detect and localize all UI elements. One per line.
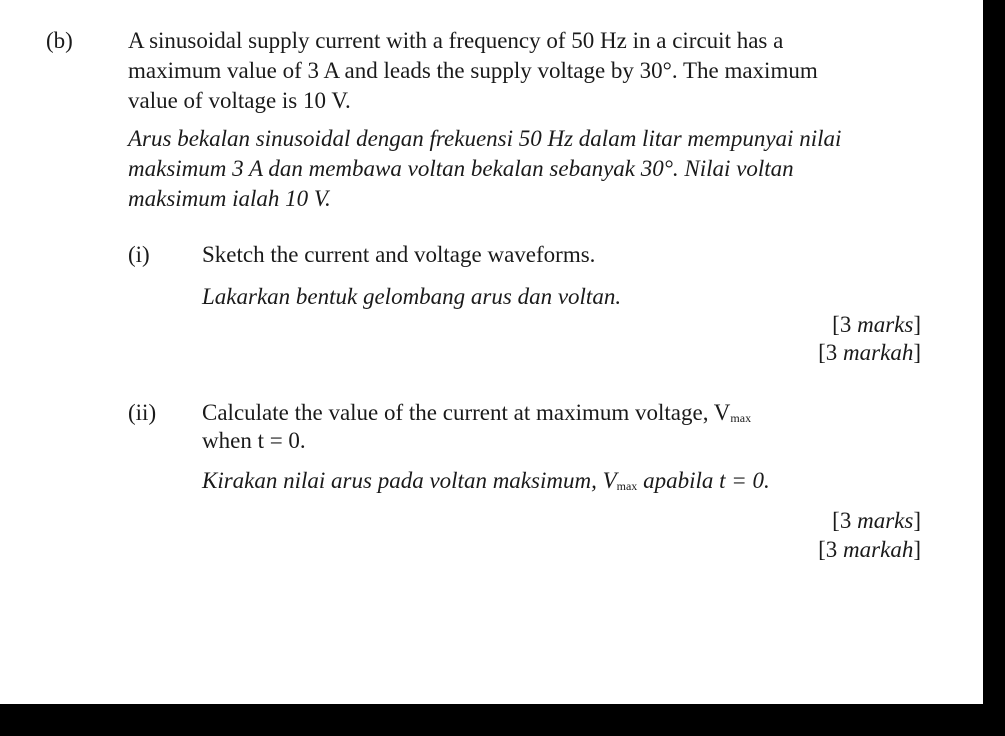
vmax-subscript-ms: max: [616, 479, 638, 493]
question-ms-line-2: maksimum 3 A dan membawa voltan bekalan sebanyak 30°. Nilai voltan: [128, 156, 794, 181]
part-i-ms: Lakarkan bentuk gelombang arus dan voltan.: [202, 284, 622, 309]
part-ii-marks-en: [3 marks]: [832, 508, 921, 533]
markah-word-2: markah: [843, 537, 914, 562]
part-i-label: (i): [128, 242, 150, 267]
part-ii-en-line-1: [202, 400, 751, 431]
marks-word-2: marks: [857, 508, 914, 533]
part-ii-marks-ms: [3 markah]: [818, 537, 921, 562]
part-ii-en-line-2: when t = 0.: [202, 428, 306, 453]
section-label: (b): [46, 28, 73, 53]
part-ii-ms-text: Kirakan nilai arus pada voltan maksimum, V: [202, 468, 617, 493]
part-ii-en-text: Calculate the value of the current at maximum voltage, V: [202, 400, 731, 425]
part-i-marks-en: [3 marks]: [832, 312, 921, 337]
part-ii-ms: [202, 468, 770, 499]
part-ii-label: (ii): [128, 400, 157, 425]
marks-word: marks: [857, 312, 914, 337]
question-ms-line-3: maksimum ialah 10 V.: [128, 186, 331, 211]
question-en-line-3: value of voltage is 10 V.: [128, 88, 351, 113]
markah-word: markah: [843, 340, 914, 365]
vmax-subscript: max: [730, 411, 752, 425]
part-ii-ms-tail: apabila t = 0.: [637, 468, 770, 493]
question-ms-line-1: Arus bekalan sinusoidal dengan frekuensi 50 Hz dalam litar mempunyai nilai: [128, 126, 842, 151]
question-en-line-1: A sinusoidal supply current with a frequency of 50 Hz in a circuit has a: [128, 28, 784, 53]
question-en-line-2: maximum value of 3 A and leads the supply voltage by 30°. The maximum: [128, 58, 818, 83]
part-i-marks-ms: [3 markah]: [818, 340, 921, 365]
part-i-en: Sketch the current and voltage waveforms.: [202, 242, 596, 267]
